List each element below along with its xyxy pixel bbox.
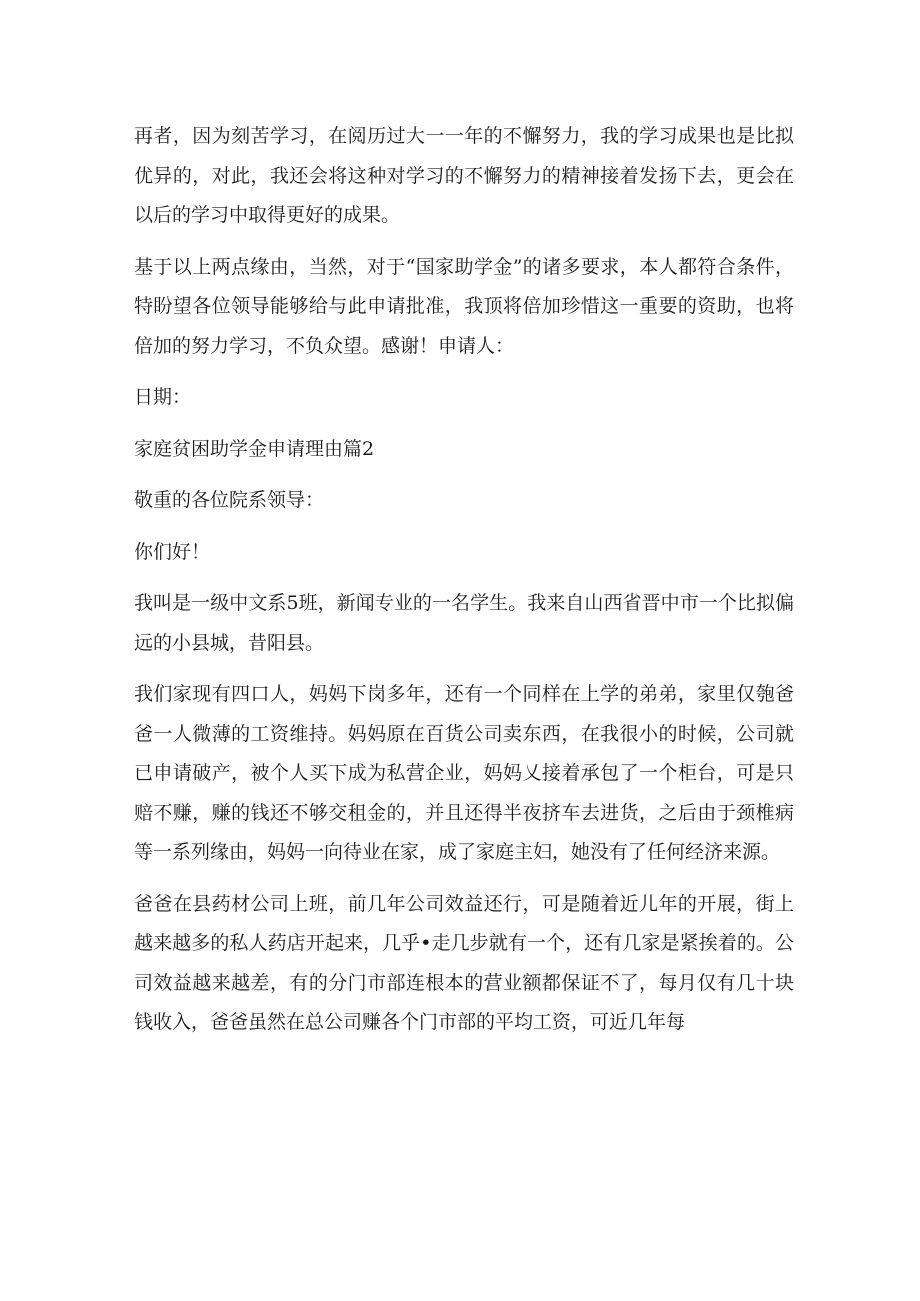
paragraph-2: 基于以上两点缘由，当然，对于“国家助学金”的诸多要求，本人都符合条件，特盼望各位领导能够给与此申请批准，我顶将倍加珍惜这一重要的资助，也将倍加的努力学习，不负众望。感谢！申请人： [134,255,794,357]
salutation: 敬重的各位院系领导： [134,489,325,511]
paragraph-family: 我们家现有四口人，妈妈下岗多年，还有一个同样在上学的弟弟，家里仅匏爸爸一人微薄的工资维持。妈妈原在百货公司卖东西，在我很小的时候，公司就已申请破产，被个人买下成为私营企业，妈妈乂接着承包了一个柜台，可是只赔不赚，赚的钱还不够交租金的，并且还得半夜挤车去进货，之后由于颈椎病等一系列缘由，妈妈一向待业在家，成了家庭主妇，她没有了任何经济来源。 [134,683,794,863]
date-label: 日期： [134,386,192,408]
section-title: 家庭贫困助学金申请理由篇2 [134,437,375,460]
document-body [134,117,794,1043]
greeting: 你们好！ [134,540,211,563]
paragraph-intro: 我叫是一级中文系5班，新闻专业的一名学生。我来自山西省晋中市一个比拟偏远的小县城，昔阳县。 [134,592,794,654]
paragraph-1: 再者，因为刻苦学习，在阅历过大一一年的不懈努力，我的学习成果也是比拟优异的，对此，我还会将这种对学习的不懈努力的精神接着发扬下去，更会在以后的学习中取得更好的成果。 [134,125,794,226]
paragraph-father: 爸爸在县药材公司上班，前几年公司效益还行，可是随着近儿年的开展，街上越来越多的私人药店开起来，几乎•走几步就有一个，还有几家是紧挨着的。公司效益越来越差，有的分门市部连根本的营业额都保证不了，每月仅有几十块钱收入，爸爸虽然在总公司赚各个门市部的平均工资，可近几年每 [134,892,794,1033]
